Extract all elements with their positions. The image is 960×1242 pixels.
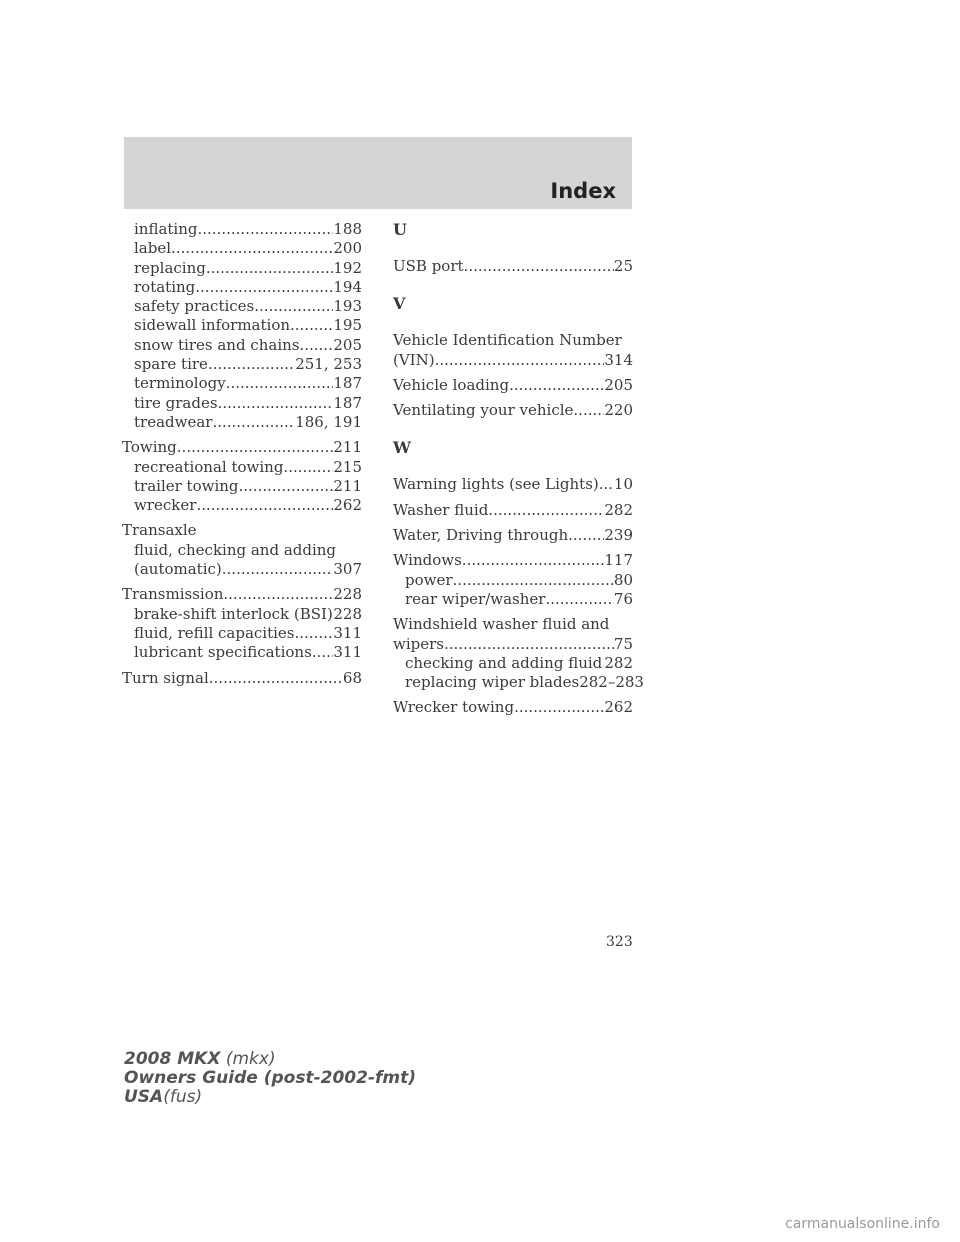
footer-model: 2008 MKX [124,1049,221,1069]
index-entry: label ..... 200 [122,239,362,258]
footer-market: USA [124,1087,164,1107]
watermark: carmanualsonline.info [785,1216,940,1232]
index-entry-ventilating: Ventilating your vehicle ..... 220 [393,401,633,420]
index-column-right [393,220,644,718]
index-entry-vehicle-loading: Vehicle loading ..... 205 [393,376,633,395]
index-entry: snow tires and chains ..... 205 [122,336,362,355]
index-entry: spare tire ..... 251, 253 [122,355,362,374]
index-letter-v: V [393,294,406,314]
index-entry: (automatic) ..... 307 [122,560,362,579]
index-entry-continued: fluid, checking and adding [134,540,337,559]
index-entry: rotating ..... 194 [122,278,362,297]
index-entry-usb: USB port ..... 25 [393,257,633,276]
index-entry-wrecker-towing: Wrecker towing ..... 262 [393,698,633,717]
index-entry: brake-shift interlock (BSI) ..... 228 [122,605,362,624]
footer-guide: Owners Guide (post-2002-fmt) [124,1068,417,1088]
index-entry: inflating ..... 188 [122,220,362,239]
index-entry: safety practices ..... 193 [122,297,362,316]
index-entry-transmission: Transmission ..... 228 [122,585,362,604]
footer-imprint [124,1050,416,1107]
index-entry: sidewall information ..... 195 [122,316,362,335]
index-entry: wipers ..... 75 [393,635,633,654]
index-entry: lubricant specifications ..... 311 [122,643,362,662]
index-entry: power ..... 80 [393,571,633,590]
index-entry-turn-signal: Turn signal ..... 68 [122,669,362,688]
index-letter-w: W [393,438,411,458]
index-entry-water: Water, Driving through ..... 239 [393,526,633,545]
index-entry: wrecker ..... 262 [122,496,362,515]
footer-model-code: (mkx) [225,1049,276,1069]
index-letter-u: U [393,220,407,239]
index-entry: (VIN) ..... 314 [393,351,633,370]
index-entry-washer-fluid: Washer fluid ..... 282 [393,501,633,520]
header-band [124,137,632,209]
index-entry-windows: Windows ..... 117 [393,551,633,570]
index-entry: replacing ..... 192 [122,259,362,278]
index-entry-transaxle: Transaxle [122,521,197,540]
index-entry-towing: Towing ..... 211 [122,438,362,457]
index-entry: terminology ..... 187 [122,374,362,393]
index-column-left [122,220,362,688]
index-entry: replacing wiper blades 282–283 [405,673,644,692]
section-title: Index [550,179,616,203]
index-entry: trailer towing ..... 211 [122,477,362,496]
index-entry: treadwear ..... 186, 191 [122,413,362,432]
index-entry-vin: Vehicle Identification Number [393,331,622,350]
index-entry: tire grades ..... 187 [122,394,362,413]
footer-market-code: (fus) [163,1087,203,1107]
index-entry: rear wiper/washer ..... 76 [393,590,633,609]
index-entry-warning-lights: Warning lights (see Lights) ..... 10 [393,475,633,494]
index-entry: checking and adding fluid ..... 282 [393,654,633,673]
index-entry: recreational towing ..... 215 [122,458,362,477]
index-entry: fluid, refill capacities ..... 311 [122,624,362,643]
index-entry-windshield: Windshield washer fluid and [393,615,610,634]
page-number: 323 [606,934,633,950]
